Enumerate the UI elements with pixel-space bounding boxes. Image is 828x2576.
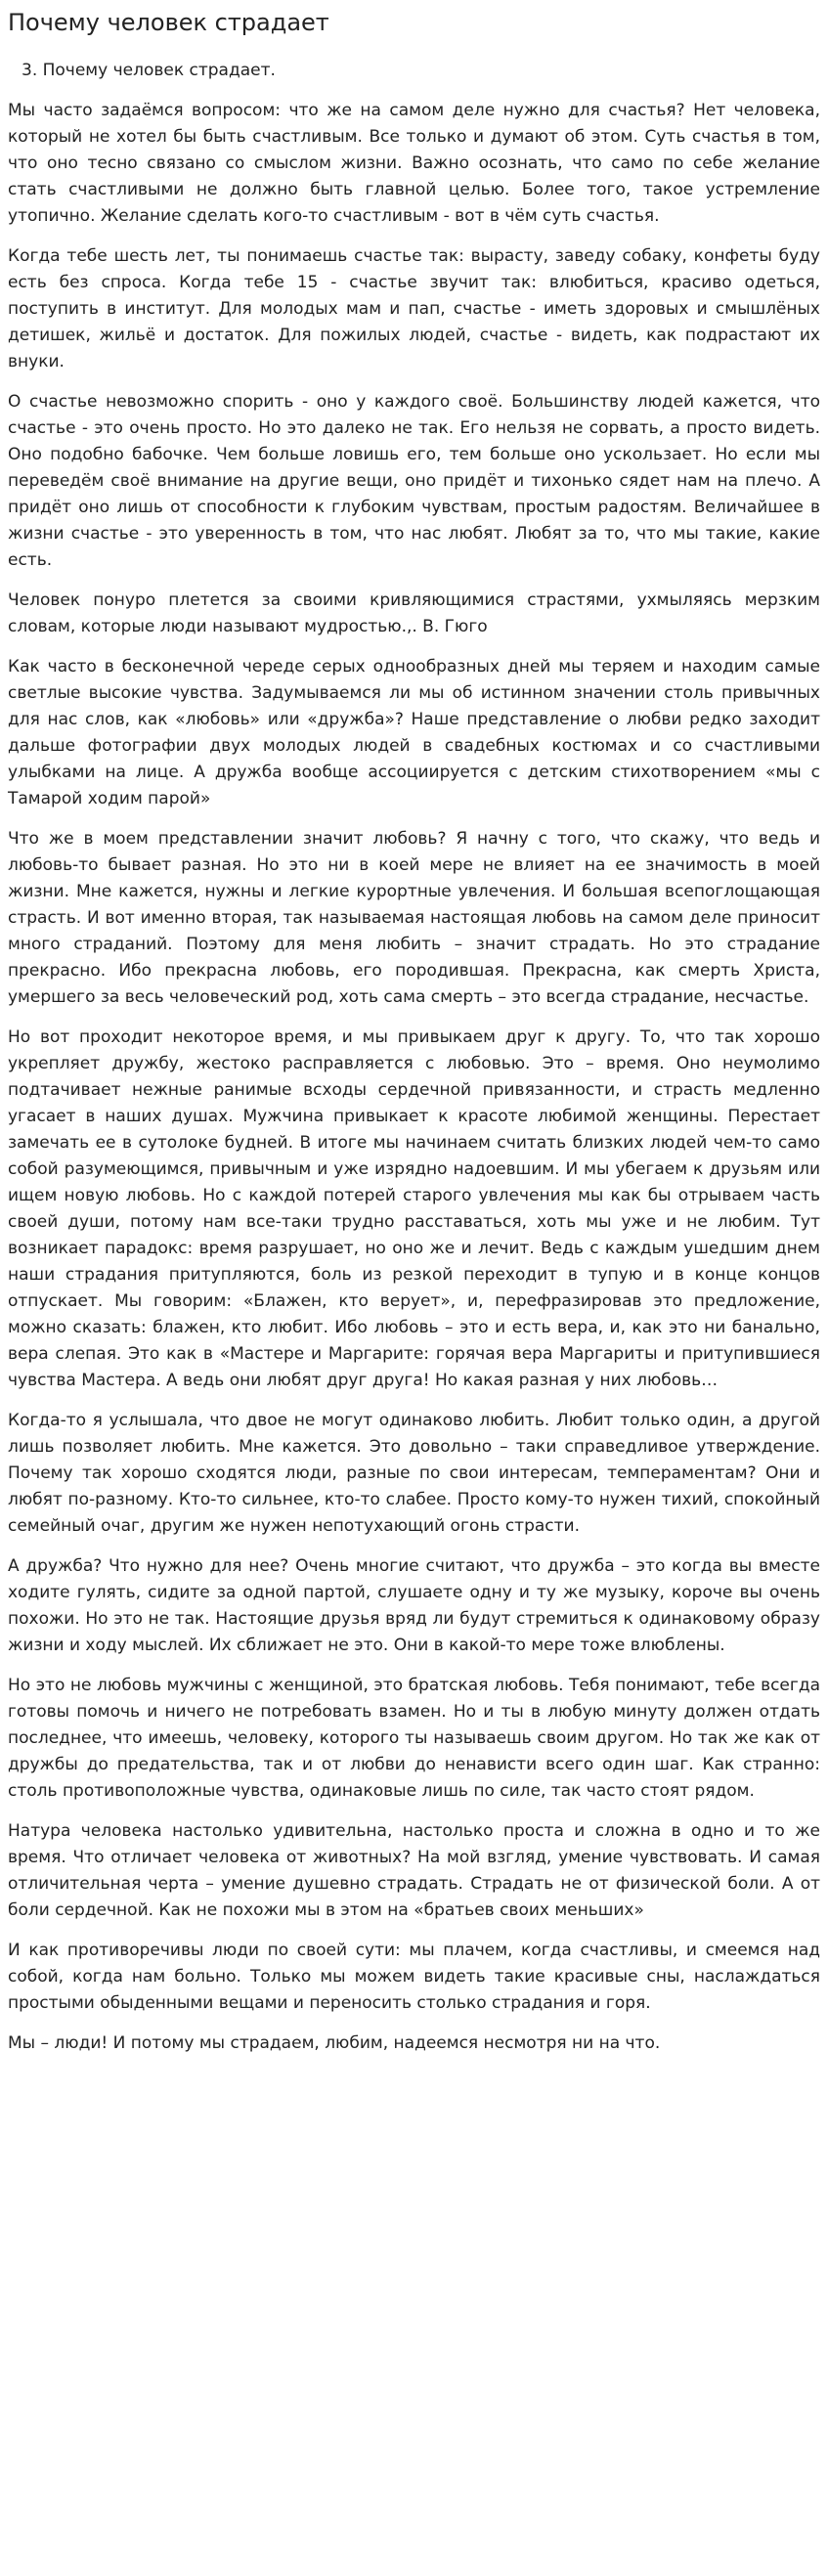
paragraph-6: Что же в моем представлении значит любовь? Я начну с того, что скажу, что ведь и любовь-то бывает разная. Но это ни в коей мере не влияет на ее значимость в моей жизни. Мне кажется, нужны и легкие курортные увлечения. И большая всепоглощающая страсть. И вот именно вторая, так называемая настоящая любовь на самом деле приносит много страданий. Поэтому для меня любить – значит страдать. Но это страдание прекрасно. Ибо прекрасна любовь, его породившая. Прекрасна, как смерть Христа, умершего за весь человеческий род, хоть сама смерть – это всегда страдание, несчастье. xyxy=(8,829,820,1007)
paragraph-13: Мы – люди! И потому мы страдаем, любим, надеемся несмотря ни на что. xyxy=(8,2033,661,2053)
paragraph-2: Когда тебе шесть лет, ты понимаешь счастье так: вырасту, заведу собаку, конфеты буду есть без спроса. Когда тебе 15 - счастье звучит так: влюбиться, красиво одеться, поступить в институт. Для молодых мам и пап, счастье - иметь здоровых и смышлёных детишек, жильё и достаток. Для пожилых людей, счастье - видеть, как подрастают их внуки. xyxy=(8,246,820,371)
article-subtitle: 3. Почему человек страдает. xyxy=(22,61,276,80)
paragraph-4: Человек понуро плетется за своими кривляющимися страстями, ухмыляясь мерзким словам, которые люди называют мудростью.,. В. Гюго xyxy=(8,590,820,636)
paragraph-8: Когда-то я услышала, что двое не могут одинаково любить. Любит только один, а другой лишь позволяет любить. Мне кажется. Это довольно – таки справедливое утверждение. Почему так хорошо сходятся люди, разные по свои интересам, темпераментам? Они и любят по-разному. Кто-то сильнее, кто-то слабее. Просто кому-то нужен тихий, спокойный семейный очаг, другим же нужен непотухающий огонь страсти. xyxy=(8,1411,820,1536)
paragraph-9: А дружба? Что нужно для нее? Очень многие считают, что дружба – это когда вы вместе ходите гулять, сидите за одной партой, слушаете одну и ту же музыку, короче вы очень похожи. Но это не так. Настоящие друзья вряд ли будут стремиться к одинаковому образу жизни и ходу мыслей. Их сближает не это. Они в какой-то мере тоже влюблены. xyxy=(8,1556,820,1655)
paragraph-7: Но вот проходит некоторое время, и мы привыкаем друг к другу. То, что так хорошо укрепляет дружбу, жестоко расправляется с любовью. Это – время. Оно неумолимо подтачивает нежные ранимые всходы сердечной привязанности, и страсть медленно угасает в наших душах. Мужчина привыкает к красоте любимой женщины. Перестает замечать ее в сутолоке будней. В итоге мы начинаем считать близких людей чем-то само собой разумеющимся, привычным и уже изрядно надоевшим. И мы убегаем к друзьям или ищем новую любовь. Но с каждой потерей старого увлечения мы как бы отрываем часть своей души, потому нам все-таки трудно расставаться, хоть мы уже и не любим. Тут возникает парадокс: время разрушает, но оно же и лечит. Ведь с каждым ушедшим днем наши страдания притупляются, боль из резкой переходит в тупую и в конце концов отпускает. Мы говорим: «Блажен, кто верует», и, перефразировав это предложение, можно сказать: блажен, кто любит. Ибо любовь – это и есть вера, и, как это ни банально, вера слепая. Это как в «Мастере и Маргарите: горячая вера Маргариты и притупившиеся чувства Мастера. А ведь они любят друг друга! Но какая разная у них любовь… xyxy=(8,1027,820,1390)
page-title: Почему человек страдает xyxy=(8,9,329,36)
paragraph-12: И как противоречивы люди по своей сути: мы плачем, когда счастливы, и смеемся над собой, когда нам больно. Только мы можем видеть такие красивые сны, наслаждаться простыми обыденными вещами и переносить столько страдания и горя. xyxy=(8,1941,820,2013)
paragraph-1: Мы часто задаёмся вопросом: что же на самом деле нужно для счастья? Нет человека, который не хотел бы быть счастливым. Все только и думают об этом. Суть счастья в том, что оно тесно связано со смыслом жизни. Важно осознать, что само по себе желание стать счастливыми не должно быть главной целью. Более того, такое устремление утопично. Желание сделать кого-то счастливым - вот в чём суть счастья. xyxy=(8,101,820,226)
paragraph-3: О счастье невозможно спорить - оно у каждого своё. Большинству людей кажется, что счастье - это очень просто. Но это далеко не так. Его нельзя не сорвать, а просто видеть. Оно подобно бабочке. Чем больше ловишь его, тем больше оно ускользает. Но если мы переведём своё внимание на другие вещи, оно придёт и тихонько сядет нам на плечо. А придёт оно лишь от способности к глубоким чувствам, простым радостям. Величайшее в жизни счастье - это уверенность в том, что нас любят. Любят за то, что мы такие, какие есть. xyxy=(8,392,820,570)
paragraph-11: Натура человека настолько удивительна, настолько проста и сложна в одно и то же время. Что отличает человека от животных? На мой взгляд, умение чувствовать. И самая отличительная черта – умение душевно страдать. Страдать не от физической боли. А от боли сердечной. Как не похожи мы в этом на «братьев своих меньших» xyxy=(8,1821,820,1920)
paragraph-5: Как часто в бесконечной череде серых однообразных дней мы теряем и находим самые светлые высокие чувства. Задумываемся ли мы об истинном значении столь привычных для нас слов, как «любовь» или «дружба»? Наше представление о любви редко заходит дальше фотографии двух молодых людей в свадебных костюмах и со счастливыми улыбками на лице. А дружба вообще ассоциируется с детским стихотворением «мы с Тамарой ходим парой» xyxy=(8,657,820,808)
paragraph-10: Но это не любовь мужчины с женщиной, это братская любовь. Тебя понимают, тебе всегда готовы помочь и ничего не потребовать взамен. Но и ты в любую минуту должен отдать последнее, что имеешь, человеку, которого ты называешь своим другом. Но так же как от дружбы до предательства, так и от любви до ненависти всего один шаг. Как странно: столь противоположные чувства, одинаковые лишь по силе, так часто стоят рядом. xyxy=(8,1676,820,1801)
